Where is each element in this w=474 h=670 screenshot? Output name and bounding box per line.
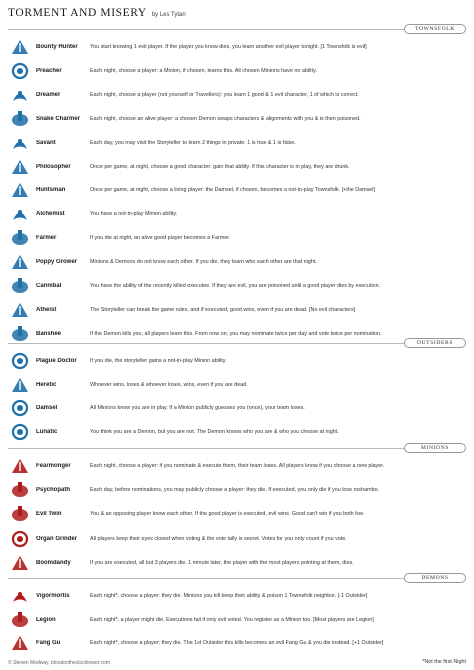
poppy-icon: [8, 251, 32, 273]
character-name: Banshee: [36, 330, 62, 337]
townsfolk-character-row: [8, 179, 466, 201]
first-night-note: *Not the first Night: [422, 659, 466, 665]
organ-icon: [8, 528, 32, 550]
snake-icon: [8, 108, 32, 130]
character-name: Boomdandy: [36, 559, 71, 566]
character-ability: All players keep their eyes closed when voting & the vote tally is secret. Votes for you only count if you vote.: [90, 535, 347, 542]
planet-icon: [8, 299, 32, 321]
character-ability: All Minions know you are in play. If a Minion publicly guesses you (once), your team loses.: [90, 405, 305, 412]
minions-character-row: [8, 552, 466, 574]
character-ability: Minions & Demons do not know each other. If you die, they learn who each other are that night.: [90, 259, 317, 266]
townsfolk-divider: [8, 24, 466, 34]
townsfolk-character-row: [8, 227, 466, 249]
character-ability: Each night, choose a player (not yourself or Travellers): you learn 1 good & 1 evil character, 1 of which is correct.: [90, 91, 359, 98]
character-ability: Each day, you may visit the Storyteller to learn 2 things in private: 1 is true & 1 is false.: [90, 139, 296, 146]
character-ability: You think you are a Demon, but you are not. The Demon knows who you are & who you choose at night.: [90, 429, 339, 436]
staff-icon: [8, 156, 32, 178]
fang-icon: [8, 632, 32, 654]
heretic-icon: [8, 374, 32, 396]
townsfolk-character-row: [8, 203, 466, 225]
page-header: [8, 7, 186, 21]
character-ability: Each night*, choose a player: they die. Minions you kill keep their ability & poison 1 Townsfolk neighbor. [-1 Outsider]: [90, 593, 368, 599]
sleep-icon: [8, 84, 32, 106]
character-name: Farmer: [36, 235, 57, 242]
minions-divider: [8, 443, 466, 453]
character-name: Dreamer: [36, 91, 61, 98]
demons-character-row: [8, 632, 466, 654]
character-ability: Whoever wins, loses & whoever loses, wins, even if you are dead.: [90, 381, 248, 388]
outsiders-character-row: [8, 421, 466, 443]
townsfolk-character-row: [8, 275, 466, 297]
character-name: Damsel: [36, 405, 58, 412]
character-name: Philosopher: [36, 163, 71, 170]
spiral-icon: [8, 421, 32, 443]
slipper-icon: [8, 397, 32, 419]
axe-icon: [8, 479, 32, 501]
character-name: Bounty Hunter: [36, 44, 78, 50]
minions-character-row: [8, 455, 466, 477]
script-title: TORMENT AND MISERY: [8, 7, 147, 19]
character-name: Legion: [36, 616, 56, 623]
book-icon: [8, 60, 32, 82]
character-ability: Each night, choose a player: if you nominate & execute them, their team loses. All players know if you choose a new player.: [90, 463, 385, 469]
minions-section-label: MINIONS: [404, 443, 466, 453]
townsfolk-character-row: [8, 36, 466, 58]
outsiders-section-label: OUTSIDERS: [404, 338, 466, 348]
character-name: Poppy Grower: [36, 259, 78, 266]
character-name: Vigormortis: [36, 593, 70, 599]
character-ability: If you die at night, an alive good player becomes a Farmer.: [90, 235, 231, 242]
townsfolk-character-row: [8, 251, 466, 273]
character-ability: Each day, before nominations, you may publicly choose a player: they die. If executed, you only die if you lose roshambo.: [90, 487, 380, 494]
character-name: Lunatic: [36, 429, 58, 436]
flask-icon: [8, 132, 32, 154]
character-name: Savant: [36, 139, 56, 146]
character-ability: You & an opposing player know each other. If the good player is executed, evil wins. Good can't win if you both live.: [90, 511, 365, 518]
townsfolk-character-row: [8, 60, 466, 82]
character-name: Psychopath: [36, 487, 71, 494]
copyright-credit: © Steven Medway, bloodontheclocktower.com: [8, 660, 110, 666]
bow-icon: [8, 179, 32, 201]
bomb-icon: [8, 552, 32, 574]
goggles-icon: [8, 36, 32, 58]
character-name: Huntsman: [36, 187, 66, 194]
townsfolk-character-row: [8, 299, 466, 321]
character-ability: The Storyteller can break the game rules, and if executed, good wins, even if you are dead. [No evil characters]: [90, 306, 356, 313]
script-author: by Les Tytan: [151, 12, 186, 18]
character-ability: Each night, choose a player: a Minion, if chosen, learns this. All chosen Minions have no ability.: [90, 67, 317, 74]
character-ability: Each night*, a player might die. Executions fail if only evil voted. You register as a Minion too. [Most players are Legion]: [90, 616, 374, 623]
minions-character-row: [8, 479, 466, 501]
twin-icon: [8, 503, 32, 525]
demons-character-row: [8, 585, 466, 607]
minions-character-row: [8, 503, 466, 525]
character-ability: If you are executed, all but 3 players die. 1 minute later, the player with the most players pointing at them, dies.: [90, 559, 354, 566]
character-name: Preacher: [36, 67, 62, 74]
townsfolk-character-row: [8, 132, 466, 154]
character-name: Cannibal: [36, 283, 62, 289]
cleaver-icon: [8, 275, 32, 297]
plague-mask-icon: [8, 350, 32, 372]
character-name: Snake Charmer: [36, 115, 81, 122]
torch-icon: [8, 455, 32, 477]
townsfolk-character-row: [8, 84, 466, 106]
outsiders-character-row: [8, 397, 466, 419]
character-ability: Once per game, at night, choose a living player: the Damsel, if chosen, becomes a not-in-play Townsfolk. [+the Damsel]: [90, 187, 375, 194]
character-name: Plague Doctor: [36, 358, 77, 364]
minions-character-row: [8, 528, 466, 550]
outsiders-character-row: [8, 350, 466, 372]
character-name: Atheist: [36, 306, 57, 313]
character-ability: Each night*, choose a player: they die. The 1st Outsider this kills becomes an evil Fang Gu & you die instead. [+1 Outsider]: [90, 640, 384, 646]
legion-icon: [8, 609, 32, 631]
character-ability: Once per game, at night, choose a good character: gain that ability. If this character is in play, they are drunk.: [90, 163, 350, 170]
townsfolk-character-row: [8, 156, 466, 178]
character-ability: If you die, the storyteller gains a not-in-play Minion ability.: [90, 358, 227, 364]
pitchfork-icon: [8, 227, 32, 249]
outsiders-character-row: [8, 374, 466, 396]
outsiders-divider: [8, 338, 466, 348]
demons-character-row: [8, 609, 466, 631]
character-ability: You have the ability of the recently killed executee. If they are evil, you are poisoned until a good player dies by execution.: [90, 283, 381, 289]
character-name: Alchemist: [36, 211, 65, 218]
townsfolk-character-row: [8, 108, 466, 130]
character-name: Organ Grinder: [36, 535, 78, 542]
vigormortis-icon: [8, 585, 32, 607]
demons-divider: [8, 573, 466, 583]
character-ability: If the Demon kills you, all players learn this. From now on, you may nominate twice per day and vote twice per nomination.: [90, 330, 382, 337]
character-name: Fearmonger: [36, 463, 71, 469]
character-name: Evil Twin: [36, 511, 62, 518]
townsfolk-section-label: TOWNSFOLK: [404, 24, 466, 34]
character-name: Heretic: [36, 381, 57, 388]
demons-section-label: DEMONS: [404, 573, 466, 583]
potion-icon: [8, 203, 32, 225]
character-ability: You start knowing 1 evil player. If the player you know dies, you learn another evil player tonight. [1 Townsfolk is evil]: [90, 44, 367, 50]
character-ability: You have a not-in-play Minion ability.: [90, 211, 178, 218]
character-name: Fang Gu: [36, 640, 61, 646]
character-ability: Each night, choose an alive player: a chosen Demon swaps characters & alignments with you & is then poisoned.: [90, 115, 361, 122]
